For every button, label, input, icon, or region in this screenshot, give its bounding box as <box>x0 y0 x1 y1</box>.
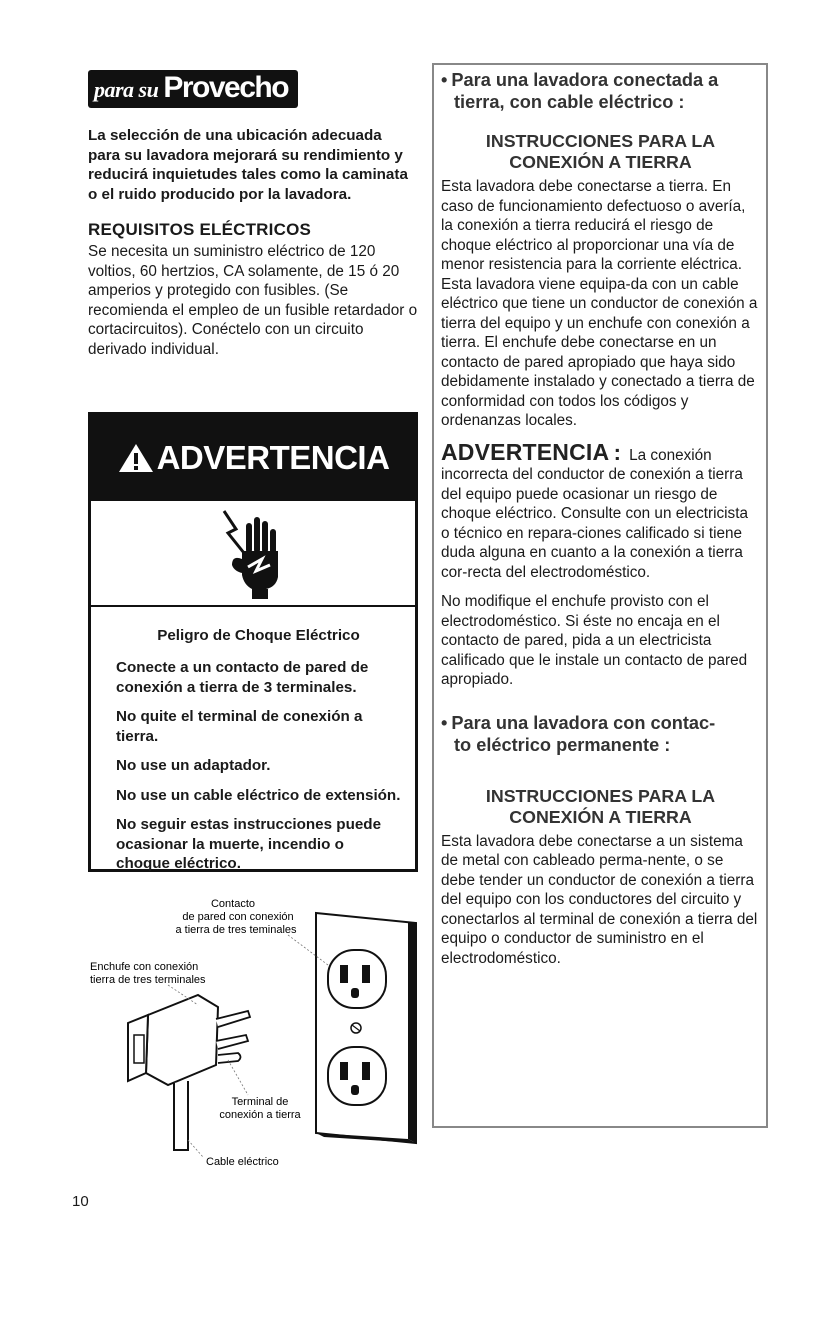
diagram-label-outlet: de pared con conexión <box>182 911 294 923</box>
brand-big-text: Provecho <box>163 71 289 104</box>
diagram-label-plug: tierra de tres terminales <box>90 974 206 986</box>
grounded-instructions-heading <box>441 131 760 173</box>
bullet-icon: • <box>441 70 448 90</box>
outlet-plug-illustration <box>88 895 423 1175</box>
outlet-plug-diagram <box>88 895 423 1175</box>
inline-warning-text: La conexión incorrecta del conductor de conexión a tierra del equipo puede ocasionar un riesgo de choque eléctrico. Consulte con un electricista o técnico en repara-ciones calificado si tiene duda alguna en cuanto a la conexión a tierra cor-recta del electrodoméstico. <box>441 446 748 581</box>
permanent-heading <box>441 712 760 756</box>
instructions-line2: CONEXIÓN A TIERRA <box>509 152 692 172</box>
grounded-body: Esta lavadora debe conectarse a tierra. En caso de funcionamiento defectuoso o avería, la conexión a tierra reducirá el riesgo de choque eléctrico al proporcionar una vía de menor resistencia para la corriente eléctrica. Esta lavadora viene equipa-da con un cable eléctrico que tiene un conductor de conexión a tierra del equipo y un enchufe con conexión a tierra. El enchufe debe conectarse en un contacto de pared apropiado que haya sido debidamente instalado y conectado a tierra de conformidad con todos los códigos y ordenanzas locales. <box>441 178 758 429</box>
warning-header <box>91 415 415 501</box>
electric-shock-hand-icon <box>218 507 288 599</box>
diagram-label-plug: Enchufe con conexión <box>90 961 199 973</box>
modify-plug-paragraph: No modifique el enchufe provisto con el electrodoméstico. Si éste no encaja en el contacto de pared, pida a un electricista calificado que le instale un contacto de pared apropiado. <box>441 593 748 688</box>
electrical-requirements-title: REQUISITOS ELÉCTRICOS <box>88 220 312 239</box>
brand-banner <box>88 70 298 108</box>
grounded-heading-line1: Para una lavadora conectada a <box>451 70 719 90</box>
page-number: 10 <box>72 1193 89 1210</box>
inline-warning-label: ADVERTENCIA <box>441 438 610 465</box>
warning-line: Conecte a un contacto de pared de conexión a tierra de 3 terminales. <box>116 659 369 696</box>
warning-icon-area <box>91 501 415 607</box>
instructions-line1: INSTRUCCIONES PARA LA <box>485 785 716 806</box>
warning-line: No use un cable eléctrico de extensión. <box>116 786 401 804</box>
warning-triangle-icon <box>117 442 155 474</box>
grounded-heading <box>441 69 760 113</box>
warning-header-text: ADVERTENCIA <box>156 439 390 476</box>
warning-line: No seguir estas instrucciones puede ocasionar la muerte, incendio o choque eléctrico. <box>116 816 382 872</box>
instructions-line1: INSTRUCCIONES PARA LA <box>485 131 716 151</box>
diagram-label-outlet: a tierra de tres teminales <box>175 924 297 936</box>
warning-body <box>91 607 415 874</box>
diagram-label-ground: conexión a tierra <box>219 1109 301 1121</box>
permanent-body: Esta lavadora debe conectarse a un sistema de metal con cableado perma-nente, o se debe tender un conductor de conexión a tierra del equipo con los conductores del circuito y conectarlos al terminal de conexión a tierra del equipo o conductor de suministro en el electrodoméstico. <box>441 832 758 967</box>
permanent-heading-line1: Para una lavadora con contac- <box>451 712 716 733</box>
intro-paragraph: La selección de una ubicación adecuada para su lavadora mejorará su rendimiento y reducirá inquietudes tales como la caminata o el ruido producido por la lavadora. <box>88 127 408 203</box>
bullet-icon: • <box>441 712 448 733</box>
inline-warning-colon: : <box>613 439 621 465</box>
left-column <box>88 70 418 359</box>
permanent-heading-line2: to eléctrico permanente : <box>454 734 671 755</box>
permanent-instructions-heading <box>441 786 760 828</box>
grounded-heading-line2: tierra, con cable eléctrico : <box>454 92 685 112</box>
instructions-line2: CONEXIÓN A TIERRA <box>509 806 692 827</box>
warning-line: No quite el terminal de conexión a tierra. <box>116 708 363 745</box>
warning-line: No use un adaptador. <box>116 757 271 774</box>
warning-danger-title: Peligro de Choque Eléctrico <box>157 627 360 644</box>
warning-box <box>88 412 418 872</box>
right-column <box>432 63 768 1128</box>
inline-warning-paragraph <box>441 438 760 583</box>
diagram-label-ground: Terminal de <box>231 1096 289 1108</box>
electrical-requirements-body: Se necesita un suministro eléctrico de 120 voltios, 60 hertzios, CA solamente, de 15 ó 20 amperios y protegido con fusibles. (Se recomienda el empleo de un fusible retardador o cortacircuitos). Conéctelo con un circuito derivado individual. <box>88 243 418 358</box>
brand-small-text: para su <box>94 77 159 102</box>
diagram-label-cord: Cable eléctrico <box>206 1156 279 1168</box>
diagram-label-outlet: Contacto <box>210 898 256 910</box>
